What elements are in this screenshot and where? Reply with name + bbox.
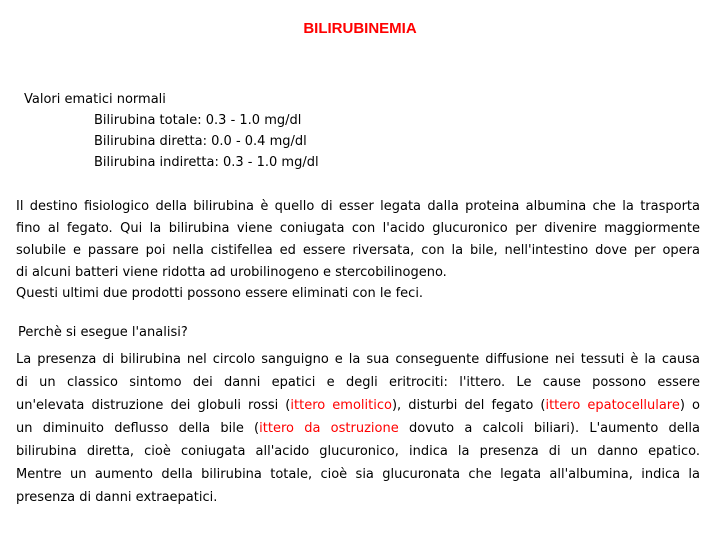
normal-values-heading: Valori ematici normali xyxy=(24,92,166,107)
highlight-ittero-da-ostruzione: ittero da ostruzione xyxy=(259,421,399,436)
text-fragment: ), disturbi del fegato ( xyxy=(391,398,546,413)
page-title: BILIRUBINEMIA xyxy=(303,20,417,37)
paragraph-physiology xyxy=(16,196,700,284)
text-fragment: un'elevata distruzione dei globuli rossi ( xyxy=(16,398,291,413)
paragraph-elimination xyxy=(16,283,700,305)
normal-values-block xyxy=(24,89,319,173)
highlight-ittero-epatocellulare: ittero epatocellulare xyxy=(545,398,680,413)
text-line: Il destino fisiologico della bilirubina è quello di esser legata dalla proteina albumina che la trasporta xyxy=(16,199,700,214)
paragraph-analysis xyxy=(16,348,700,509)
text-line xyxy=(16,394,700,417)
text-line: presenza di danni extraepatici. xyxy=(16,490,218,505)
normal-value-direct: Bilirubina diretta: 0.0 - 0.4 mg/dl xyxy=(94,134,307,149)
text-line: solubile e passare poi nella cistifellea ed essere riversata, con la bile, nell'intestino dove per opera xyxy=(16,243,700,258)
text-line: bilirubina diretta, cioè coniugata all'acido glucuronico, indica la presenza di un danno epatico. xyxy=(16,444,700,459)
text-fragment: dovuto a calcoli biliari). L'aumento della xyxy=(398,421,700,436)
text-line: Questi ultimi due prodotti possono essere eliminati con le feci. xyxy=(16,286,424,301)
highlight-ittero-emolitico: ittero emolitico xyxy=(290,398,392,413)
text-line: La presenza di bilirubina nel circolo sanguigno e la sua conseguente diffusione nei tessuti è la causa xyxy=(16,352,700,367)
text-line: di alcuni batteri viene ridotta ad urobilinogeno e stercobilinogeno. xyxy=(16,265,447,280)
text-line xyxy=(16,417,700,440)
text-fragment: ) o xyxy=(679,398,700,413)
question-heading: Perchè si esegue l'analisi? xyxy=(18,325,188,340)
normal-value-indirect: Bilirubina indiretta: 0.3 - 1.0 mg/dl xyxy=(94,155,319,170)
text-line: fino al fegato. Qui la bilirubina viene coniugata con l'acido glucuronico per divenire maggiormente xyxy=(16,221,700,236)
text-fragment: un diminuito deflusso della bile ( xyxy=(16,421,260,436)
normal-value-total: Bilirubina totale: 0.3 - 1.0 mg/dl xyxy=(94,113,302,128)
text-line: Mentre un aumento della bilirubina totale, cioè sia glucuronata che legata all'albumina, indica la xyxy=(16,467,700,482)
text-line: di un classico sintomo dei danni epatici e degli eritrociti: l'ittero. Le cause possono essere xyxy=(16,375,700,390)
